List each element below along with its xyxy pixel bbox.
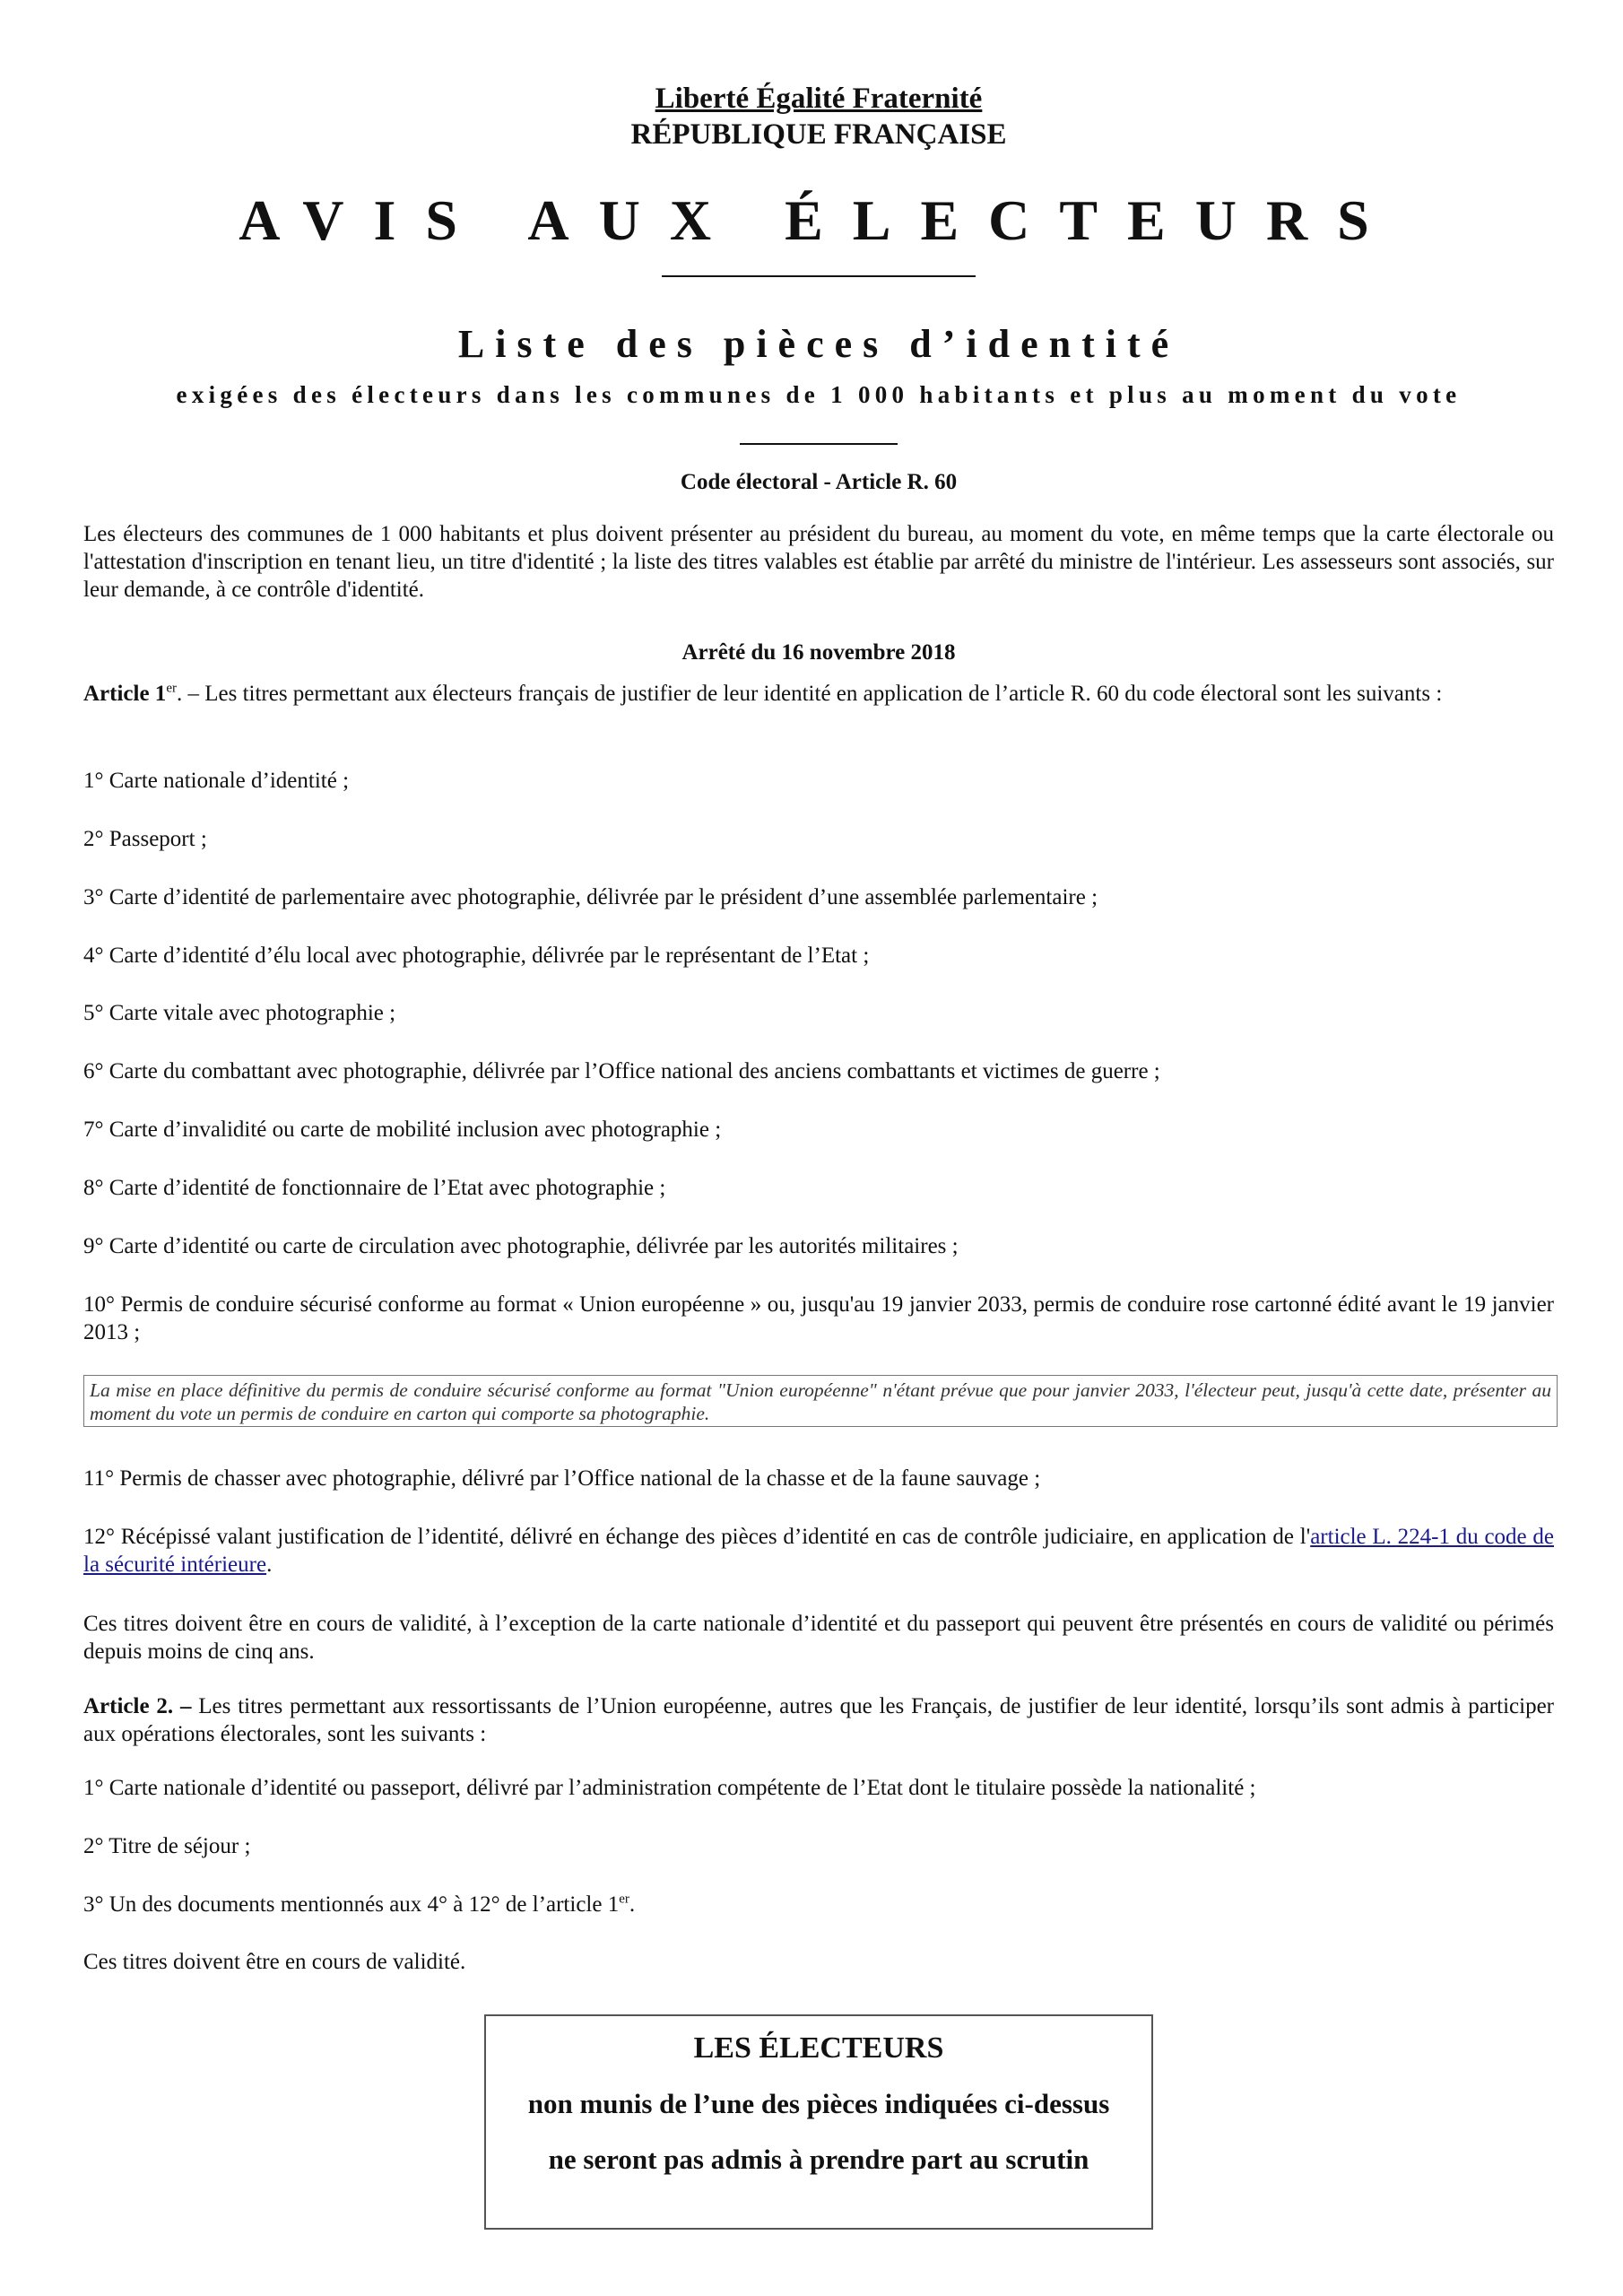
article-2-intro: [83, 1692, 1554, 1748]
article-1-label: Article 1: [83, 682, 167, 706]
article-2-text: Les titres permettant aux ressortissants de l’Union européenne, autres que les Français, de justifier de leur identité, lorsqu’ils sont admis à participer aux opérations électorales, sont les suivants :: [83, 1694, 1554, 1746]
list-item: 2° Passeport ;: [83, 827, 207, 851]
list-item: 10° Permis de conduire sécurisé conforme au format « Union européenne » ou, jusqu'au 19 janvier 2033, permis de conduire rose cartonné édité avant le 19 janvier 2013 ;: [83, 1292, 1554, 1344]
list-item: 5° Carte vitale avec photographie ;: [83, 1001, 396, 1025]
article-2-item-3-sup: er: [619, 1892, 629, 1907]
code-heading: Code électoral - Article R. 60: [680, 470, 958, 494]
warning-line-1: LES ÉLECTEURS: [693, 2031, 944, 2065]
validity-paragraph: Ces titres doivent être en cours de validité, à l’exception de la carte nationale d’identité et du passeport qui peuvent être présentés en cours de validité ou périmés depuis moins de cinq ans.: [83, 1612, 1554, 1664]
list-item-12: [83, 1523, 1554, 1578]
list-title: Liste des pièces d’identité: [457, 322, 1180, 366]
list-item: 8° Carte d’identité de fonctionnaire de l’Etat avec photographie ;: [83, 1176, 666, 1200]
article-2-item-3-end: .: [629, 1892, 636, 1917]
article-2-item-3-text: 3° Un des documents mentionnés aux 4° à 12° de l’article 1: [83, 1892, 620, 1917]
list-item: 1° Carte nationale d’identité ou passeport, délivré par l’administration compétente de l’Etat dont le titulaire possède la nationalité ;: [83, 1776, 1256, 1800]
list-item: 4° Carte d’identité d’élu local avec photographie, délivrée par le représentant de l’Etat ;: [83, 944, 870, 968]
warning-line-3: ne seront pas admis à prendre part au scrutin: [548, 2144, 1089, 2175]
driving-licence-note: La mise en place définitive du permis de conduire sécurisé conforme au format "Union européenne" n'étant prévue que pour janvier 2033, l'électeur peut, jusqu'à cette date, présenter au moment du vote un permis de conduire en carton qui comporte sa photographie.: [83, 1375, 1558, 1427]
list-subtitle: exigées des électeurs dans les communes de 1 000 habitants et plus au moment du vote: [176, 381, 1462, 408]
republic-name: RÉPUBLIQUE FRANÇAISE: [630, 118, 1007, 151]
list-item: 1° Carte nationale d’identité ;: [83, 769, 350, 793]
article-1-intro: [83, 680, 1554, 708]
security-code-link[interactable]: article L. 224-1 du code de la sécurité intérieure: [83, 1525, 1554, 1577]
title-divider: [662, 275, 976, 277]
article-1-text: . – Les titres permettant aux électeurs français de justifier de leur identité en application de l’article R. 60 du code électoral sont les suivants :: [176, 682, 1443, 706]
article-1-sup: er: [166, 681, 177, 696]
page-title: AVIS AUX ÉLECTEURS: [239, 188, 1399, 252]
list-item: 11° Permis de chasser avec photographie, délivré par l’Office national de la chasse et de la faune sauvage ;: [83, 1466, 1041, 1491]
list-item: 2° Titre de séjour ;: [83, 1834, 251, 1858]
list-item-3: [83, 1891, 1554, 1918]
list-item: 9° Carte d’identité ou carte de circulation avec photographie, délivrée par les autorités militaires ;: [83, 1234, 959, 1258]
article-2-label: Article 2. –: [83, 1694, 192, 1718]
list-item: 3° Carte d’identité de parlementaire avec photographie, délivrée par le président d’une assemblée parlementaire ;: [83, 885, 1098, 909]
subtitle-divider: [740, 443, 898, 445]
list-item: 6° Carte du combattant avec photographie, délivrée par l’Office national des anciens combattants et victimes de guerre ;: [83, 1059, 1160, 1083]
list-item: 7° Carte d’invalidité ou carte de mobilité inclusion avec photographie ;: [83, 1118, 722, 1142]
warning-box: [484, 2014, 1153, 2230]
republic-motto: Liberté Égalité Fraternité: [655, 83, 983, 115]
code-article-text: Les électeurs des communes de 1 000 habitants et plus doivent présenter au président du bureau, au moment du vote, en même temps que la carte électorale ou l'attestation d'inscription en tenant lieu, un titre d'identité ; la liste des titres valables est établie par arrêté du ministre de l'intérieur. Les assesseurs sont associés, sur leur demande, à ce contrôle d'identité.: [83, 522, 1554, 602]
arrete-heading: Arrêté du 16 novembre 2018: [681, 640, 956, 665]
warning-line-2: non munis de l’une des pièces indiquées ci-dessus: [527, 2088, 1110, 2119]
item-12-text: 12° Récépissé valant justification de l’identité, délivré en échange des pièces d’identité en cas de contrôle judiciaire, en application de l': [83, 1525, 1311, 1549]
item-12-end: .: [266, 1552, 273, 1577]
final-validity: Ces titres doivent être en cours de validité.: [83, 1950, 466, 1974]
